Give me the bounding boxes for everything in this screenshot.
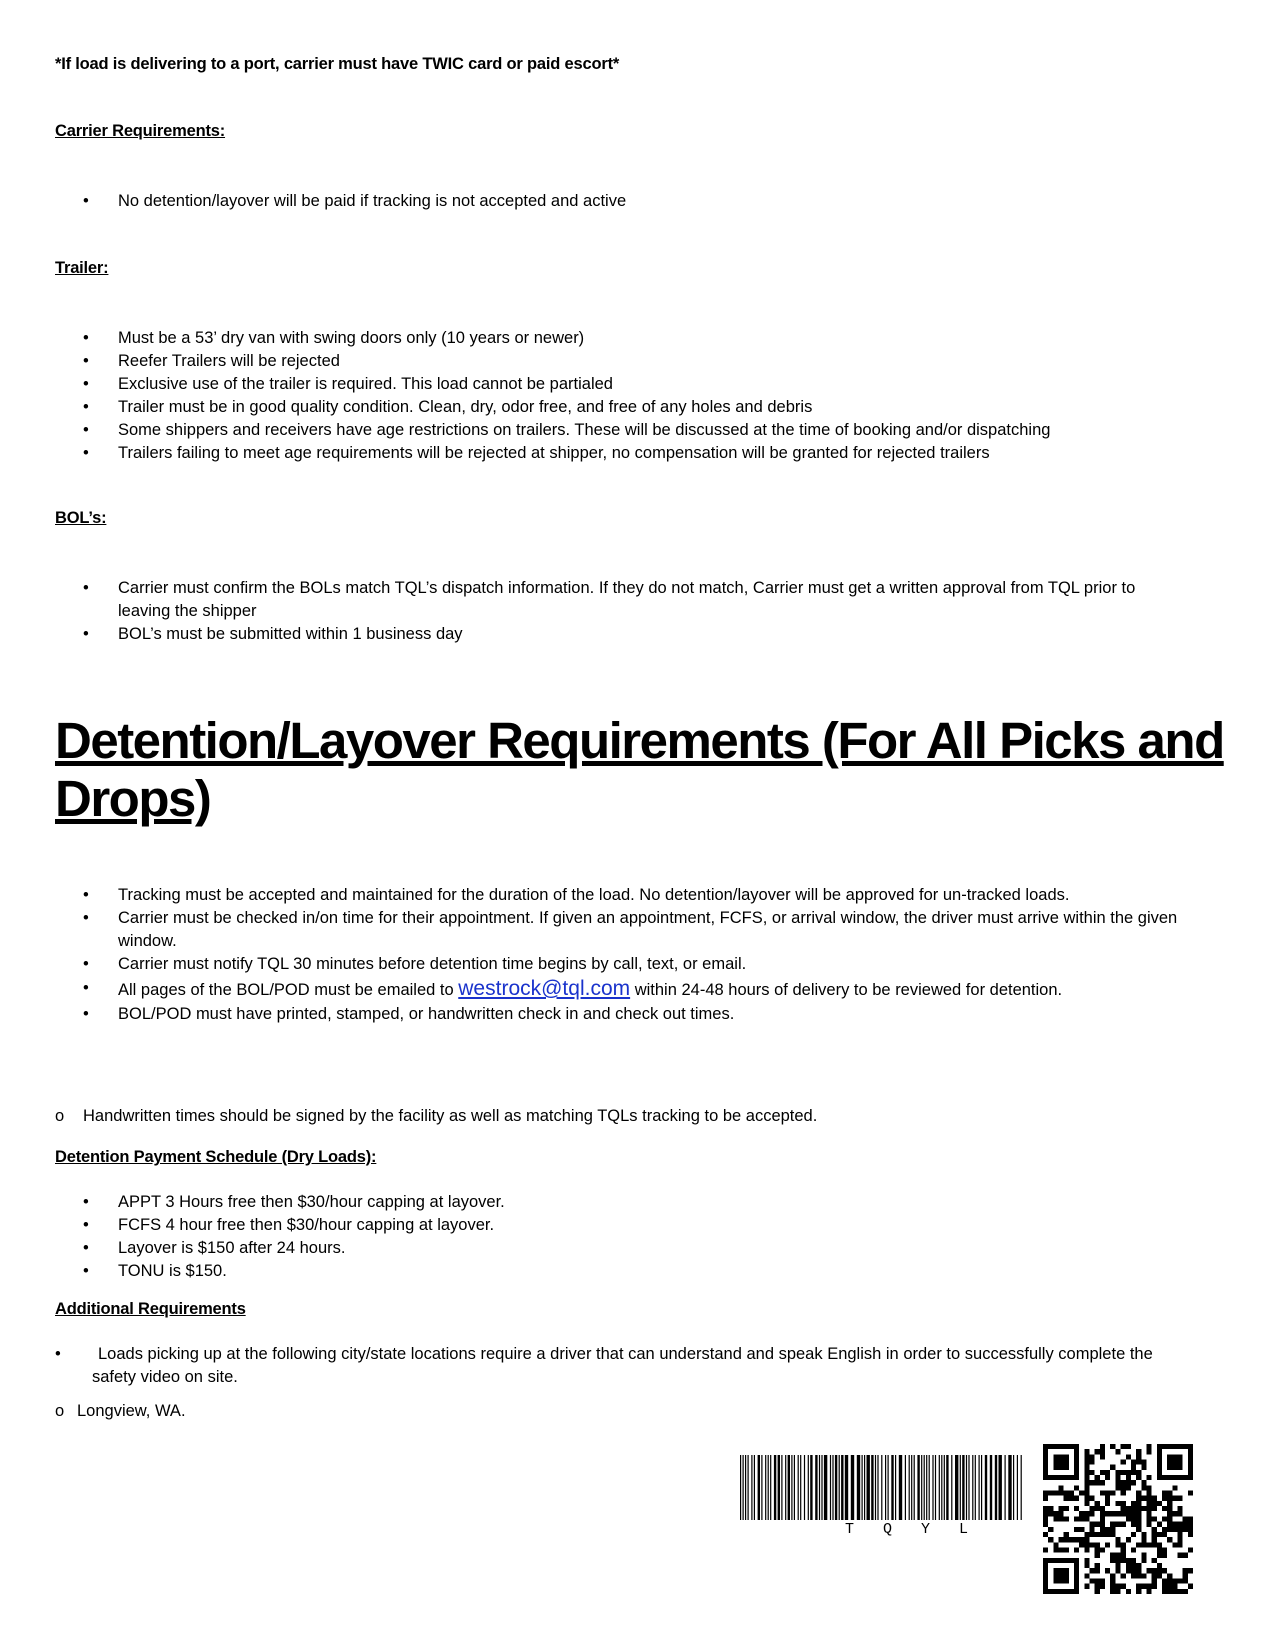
list-item: • Trailers failing to meet age requirements will be rejected at shipper, no compensation will be granted for rejected trailers [83, 444, 990, 462]
list-item: • Loads picking up at the following city/state locations require a driver that can understand and speak English in order to successfully complete the safety video on site. [55, 1345, 1153, 1386]
list-item: • BOL/POD must have printed, stamped, or handwritten check in and check out times. [83, 1005, 735, 1023]
trailer-heading: Trailer: [55, 259, 109, 277]
barcode-char: L [959, 1521, 969, 1538]
list-item: • Layover is $150 after 24 hours. [83, 1239, 346, 1257]
qr-code [1043, 1444, 1193, 1594]
barcode-char: Q [883, 1521, 893, 1538]
trailer-list [0, 327, 1178, 465]
list-item: • TONU is $150. [83, 1262, 227, 1280]
email-link[interactable]: westrock@tql.com [458, 977, 631, 1000]
barcode-char: T [845, 1521, 855, 1538]
list-item: • Some shippers and receivers have age restrictions on trailers. These will be discussed at the time of booking and/or dispatching [83, 421, 1051, 439]
list-item: • APPT 3 Hours free then $30/hour capping at layover. [83, 1193, 505, 1211]
list-item: • Carrier must confirm the BOLs match TQL’s dispatch information. If they do not match, Carrier must get a written approval from TQL prior to leaving the shipper [83, 579, 1136, 620]
list-item: • Exclusive use of the trailer is required. This load cannot be partialed [83, 375, 613, 393]
additional-requirements-heading: Additional Requirements [55, 1300, 246, 1318]
payment-schedule-list [0, 1191, 1178, 1283]
list-item: • Carrier must be checked in/on time for their appointment. If given an appointment, FCFS, or arrival window, the driver must arrive within the given window. [83, 909, 1178, 950]
additional-list [0, 1343, 1182, 1389]
list-item: • Trailer must be in good quality condition. Clean, dry, odor free, and free of any holes and debris [83, 398, 813, 416]
detention-list [0, 884, 1178, 1026]
list-item: • No detention/layover will be paid if tracking is not accepted and active [83, 192, 627, 210]
list-item: • Reefer Trailers will be rejected [83, 352, 340, 370]
bols-list [0, 577, 1178, 646]
barcode [740, 1455, 1025, 1520]
port-twic-note: *If load is delivering to a port, carrier must have TWIC card or paid escort* [55, 55, 620, 73]
list-item: • Must be a 53’ dry van with swing doors only (10 years or newer) [83, 329, 585, 347]
list-item: • Tracking must be accepted and maintained for the duration of the load. No detention/layover will be approved for un-tracked loads. [83, 886, 1070, 904]
list-item: • BOL’s must be submitted within 1 business day [83, 625, 463, 643]
carrier-requirements-list [0, 190, 1178, 213]
carrier-requirements-heading: Carrier Requirements: [55, 122, 226, 140]
list-item: • Carrier must notify TQL 30 minutes before detention time begins by call, text, or email. [83, 955, 747, 973]
bols-heading: BOL’s: [55, 509, 107, 527]
list-item: • FCFS 4 hour free then $30/hour capping at layover. [83, 1216, 495, 1234]
handwritten-times-note: o Handwritten times should be signed by the facility as well as matching TQLs tracking to be accepted. [55, 1107, 818, 1125]
list-item: • All pages of the BOL/POD must be emailed to westrock@tql.com within 24-48 hours of delivery to be reviewed for detention. [83, 977, 1063, 1000]
location-longview: o Longview, WA. [55, 1402, 186, 1420]
barcode-char: Y [921, 1521, 931, 1538]
payment-schedule-heading: Detention Payment Schedule (Dry Loads): [55, 1148, 377, 1166]
detention-heading: Detention/Layover Requirements (For All Picks and Drops) [55, 712, 1224, 827]
